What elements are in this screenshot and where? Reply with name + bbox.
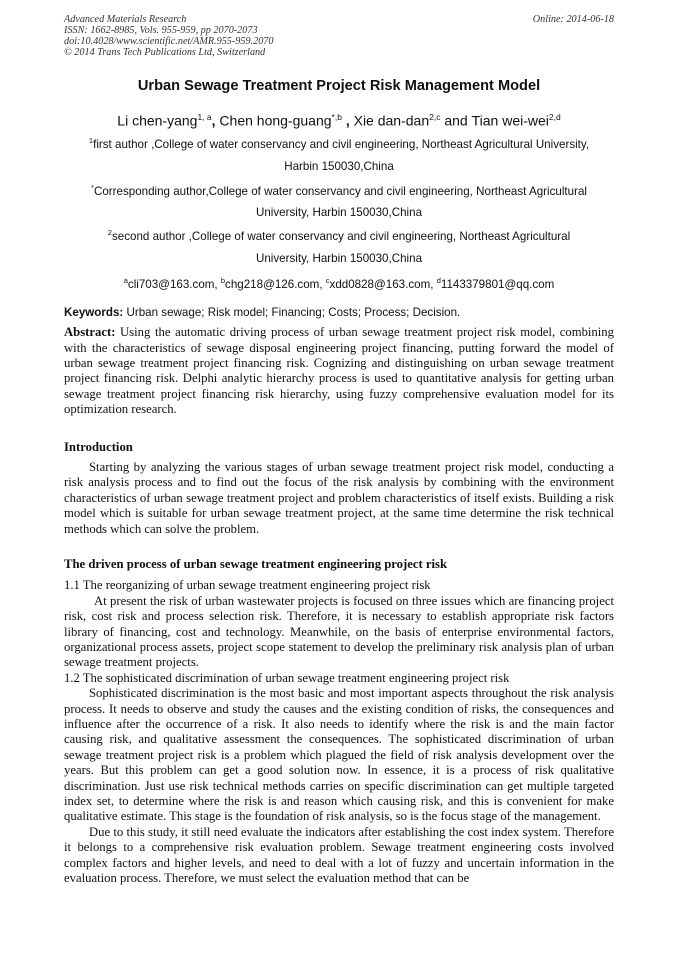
copyright-line: © 2014 Trans Tech Publications Ltd, Switzerland (64, 47, 266, 58)
author-sup: 2,c (429, 112, 441, 122)
email-address: xdd0828@163.com, (329, 278, 437, 292)
affiliation-line: University, Harbin 150030,China (255, 206, 423, 220)
section-heading-driven-process: The driven process of urban sewage treatment engineering project risk (64, 556, 448, 571)
email-sup: d (436, 276, 441, 286)
affiliation-line: Harbin 150030,China (284, 159, 394, 173)
introduction-paragraph: Starting by analyzing the various stages of urban sewage treatment project risk model, conducting a risk analysis process and to find out the focus of the risk analysis by combining with the environment characteristics of urban sewage treatment project and problem characteristics of itself exists. Building a risk model which is suitable for urban sewage treatment project, at the same time determine the risk technical methods which can solve the problem. (64, 459, 614, 536)
issn-line: ISSN: 1662-8985, Vols. 955-959, pp 2070-2073 (64, 25, 258, 36)
affiliation-line: Corresponding author,College of water conservancy and civil engineering, Northeast Agricultural (93, 184, 587, 198)
affiliation-sup: 2 (107, 228, 112, 238)
author-list (64, 108, 614, 130)
keywords-label: Keywords: (64, 306, 124, 320)
author-sep: , (211, 112, 216, 129)
subsection-heading-1-1: 1.1 The reorganizing of urban sewage treatment engineering project risk (64, 578, 431, 593)
journal-name: Advanced Materials Research (64, 14, 187, 25)
subsection-1-1-paragraph: At present the risk of urban wastewater projects is focused on three issues which are financing project risk, cost risk and process selection risk. Therefore, it is necessary to establish appropriate risk factors library of financing, cost and technology. Meanwhile, on the basis of enterprise environmental factors, organizational process assets, project scope statement to develop the preliminary risk analysis plan of urban sewage treatment projects. (64, 593, 614, 670)
section-heading-introduction: Introduction (64, 439, 133, 454)
subsection-1-2-paragraph: Sophisticated discrimination is the most basic and most important aspects throughout the risk analysis process. It needs to observe and study the causes and the existing condition of risks, the consequences and influence after the occurrence of a risk. It also needs to identify where the risk is and the main factor causing risk, and qualitative assessment the consequences. The sophisticated discrimination of urban sewage treatment project risk is a problem which plagued the field of risk analysis development over the years. But this problem can get a good solution now. In essence, it is a process of risk qualitative discrimination. Just use risk technical methods carries on specific discrimination can get multiple targeted index set, to determine where the risk is and reason which causing risk, and this is convenient for make qualitative estimate. This stage is the foundation of risk analysis, so is the focus stage of the management. (64, 686, 614, 824)
email-list (64, 270, 614, 296)
online-date: Online: 2014-06-18 (532, 14, 614, 25)
subsection-heading-1-2: 1.2 The sophisticated discrimination of urban sewage treatment engineering project risk (64, 670, 510, 685)
author-sup: 2,d (548, 112, 561, 122)
abstract (64, 325, 614, 417)
email-address: cli703@163.com, (127, 278, 221, 292)
author-name: Li chen-yang (117, 112, 198, 129)
body-paragraph: Due to this study, it still need evaluate the indicators after establishing the cost index system. Therefore it belongs to a comprehensive risk evaluation problem. Sewage treatment engineering costs involved complex factors and higher levels, and need to deal with a lot of fuzzy and uncertain information in the evaluation process. Therefore, we must select the evaluation method that can be (64, 824, 614, 886)
doi-line: doi:10.4028/www.scientific.net/AMR.955-959.2070 (64, 36, 274, 47)
author-sup: 1, a (197, 112, 212, 122)
affiliation-sup: 1 (88, 135, 94, 145)
email-sup: a (123, 276, 128, 286)
email-address: 1143379801@qq.com (440, 278, 555, 292)
author-sep: and (440, 112, 468, 129)
keywords (64, 305, 614, 320)
author-sup: *,b (331, 112, 342, 122)
author-name: Chen hong-guang (215, 112, 332, 129)
author-sep: , (341, 112, 350, 129)
email-sup: c (325, 276, 330, 286)
abstract-text: Using the automatic driving process of urban sewage treatment project risk model, combining with the characteristics of sewage disposal engineering project financing, putting forward the model of urban sewage treatment project financing risk. Cognizing and distinguishing on urban sewage treatment project financing risk. Delphi analytic hierarchy process is used to quantitative analysis for getting urban sewage treatment project financing risk hierarchy, using fuzzy comprehensive evaluation model for its optimization research. (64, 325, 614, 417)
keywords-text: Urban sewage; Risk model; Financing; Costs; Process; Decision. (123, 306, 461, 320)
paper-page (64, 14, 614, 887)
affiliation (64, 222, 614, 270)
author-name: Xie dan-dan (349, 112, 430, 129)
email-sup: b (220, 276, 226, 286)
paper-title: Urban Sewage Treatment Project Risk Management Model (137, 78, 541, 94)
affiliation (64, 130, 614, 178)
affiliation-line: University, Harbin 150030,China (255, 252, 423, 266)
email-address: chg218@126.com, (225, 278, 326, 292)
abstract-label: Abstract: (64, 325, 116, 340)
affiliation-line: second author ,College of water conservancy and civil engineering, Northeast Agricultural (111, 230, 571, 244)
affiliation-line: first author ,College of water conservancy and civil engineering, Northeast Agricultural University, (93, 137, 590, 151)
affiliation (64, 178, 614, 223)
author-name: Tian wei-wei (471, 112, 549, 129)
affiliation-sup: * (91, 182, 94, 192)
running-header (64, 14, 614, 25)
